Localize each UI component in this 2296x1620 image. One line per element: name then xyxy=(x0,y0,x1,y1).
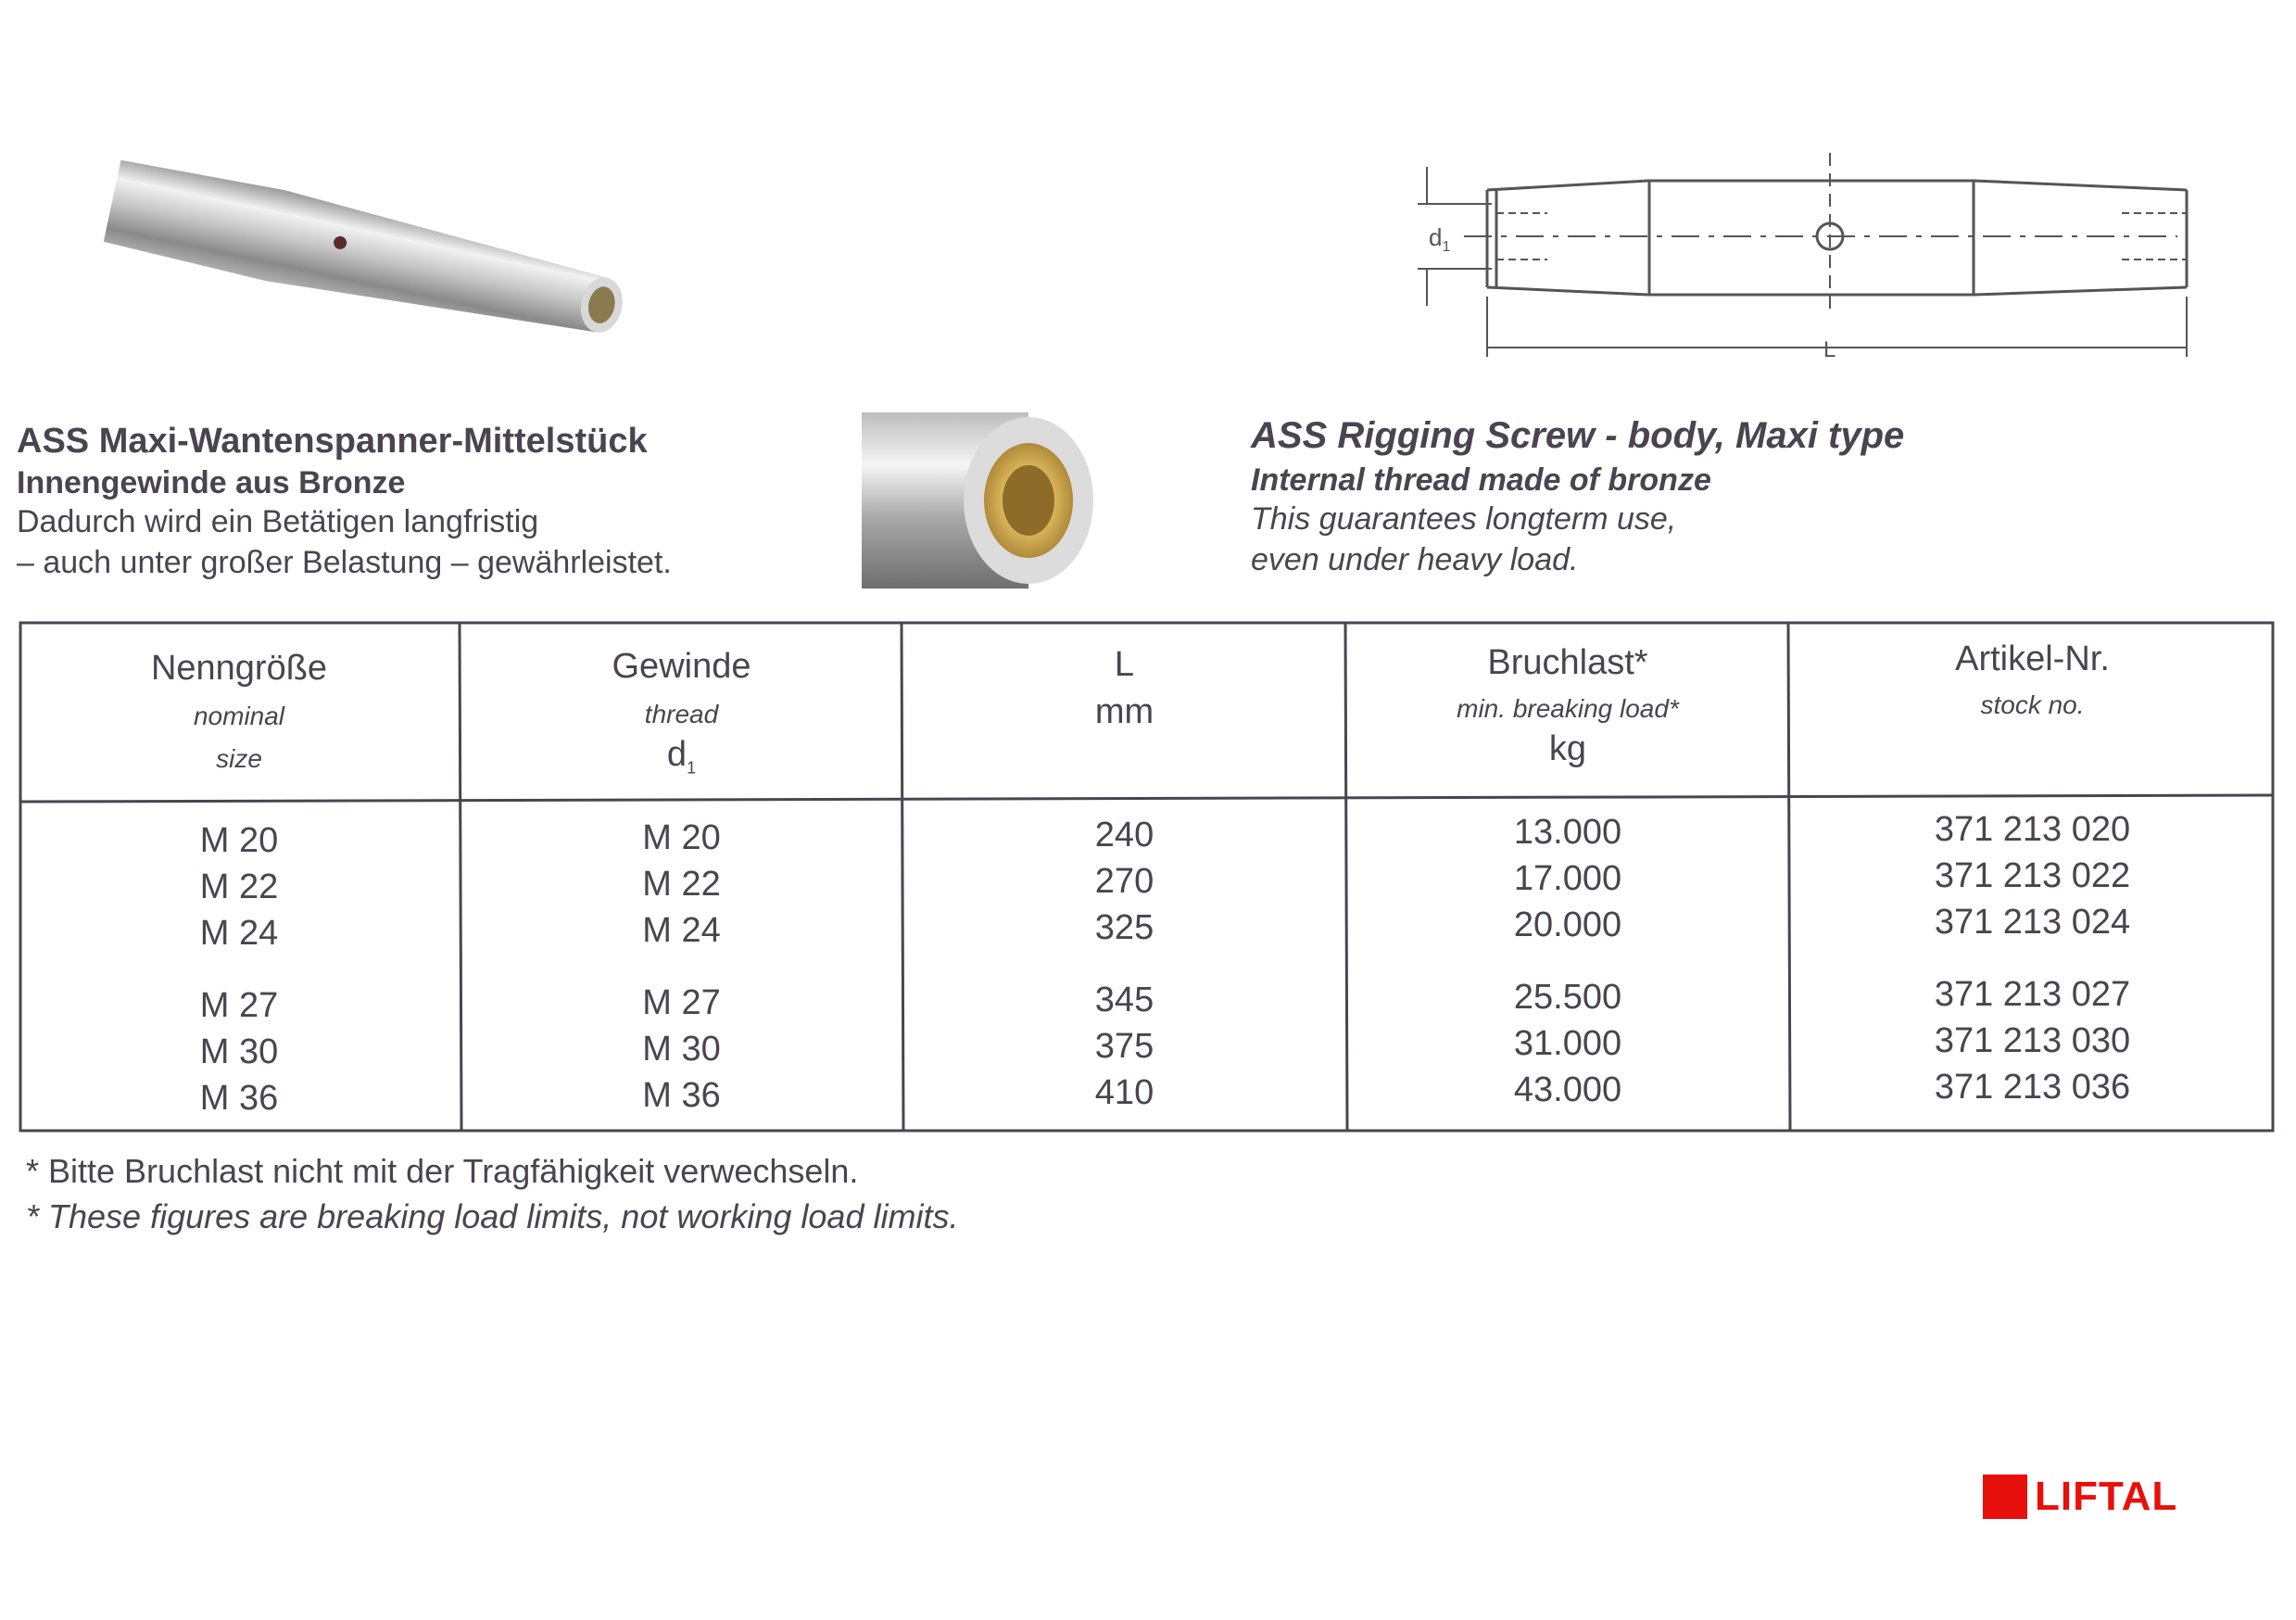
subtitle-en: Internal thread made of bronze xyxy=(1251,462,1711,498)
product-photo-body xyxy=(88,139,644,371)
d1-subscript: 1 xyxy=(1442,239,1451,255)
d1-label: d xyxy=(1429,223,1443,251)
group2-load: 25.500 31.000 43.000 xyxy=(1513,978,1622,1109)
title-en: ASS Rigging Screw - body, Maxi type xyxy=(1251,415,1905,456)
line2-de: – auch unter großer Belastung – gewährleistet. xyxy=(17,545,672,580)
group2-length: 345 375 410 xyxy=(1094,981,1154,1112)
product-photo-end xyxy=(862,408,1093,593)
line2-en: even under heavy load. xyxy=(1251,542,1579,577)
group1-stock: 371 213 020 371 213 022 371 213 024 xyxy=(1934,810,2131,942)
spec-table xyxy=(19,621,2275,1135)
group2-thread: M 27 M 30 M 36 xyxy=(642,983,721,1115)
line1-de: Dadurch wird ein Betätigen langfristig xyxy=(17,504,539,539)
header-length: L mm xyxy=(1094,645,1154,731)
brand-logo xyxy=(1983,1474,2177,1520)
header-thread: Gewinde thread $d_1$ xyxy=(612,647,751,778)
header-load: Bruchlast* min. breaking load* kg xyxy=(1457,643,1679,768)
l-label: L xyxy=(1823,337,1836,362)
footnote-de: * Bitte Bruchlast nicht mit der Tragfähigkeit verwechseln. xyxy=(26,1152,859,1190)
group1-size: M 20 M 22 M 24 xyxy=(199,821,279,953)
group1-thread: M 20 M 22 M 24 xyxy=(642,818,721,950)
subtitle-de: Innengewinde aus Bronze xyxy=(17,465,406,500)
svg-text:d1 xyxy=(1429,223,1450,255)
description-de xyxy=(17,422,672,583)
group1-length: 240 270 325 xyxy=(1094,816,1154,947)
footnote-en: * These figures are breaking load limits, not working load limits. xyxy=(26,1197,959,1235)
header-size: Nenngröße nominal size xyxy=(150,649,328,773)
technical-drawing xyxy=(1408,148,2196,371)
title-de: ASS Maxi-Wantenspanner-Mittelstück xyxy=(17,422,648,461)
brand-name: LIFTAL xyxy=(2035,1474,2178,1519)
header-stock: Artikel-Nr. stock no. xyxy=(1955,639,2110,719)
group2-stock: 371 213 027 371 213 030 371 213 036 xyxy=(1934,975,2131,1107)
brand-square-icon xyxy=(1983,1474,2027,1519)
group2-size: M 27 M 30 M 36 xyxy=(199,986,279,1118)
line1-en: This guarantees longterm use, xyxy=(1251,501,1677,537)
group1-load: 13.000 17.000 20.000 xyxy=(1513,813,1622,944)
description-en xyxy=(1251,415,1904,580)
